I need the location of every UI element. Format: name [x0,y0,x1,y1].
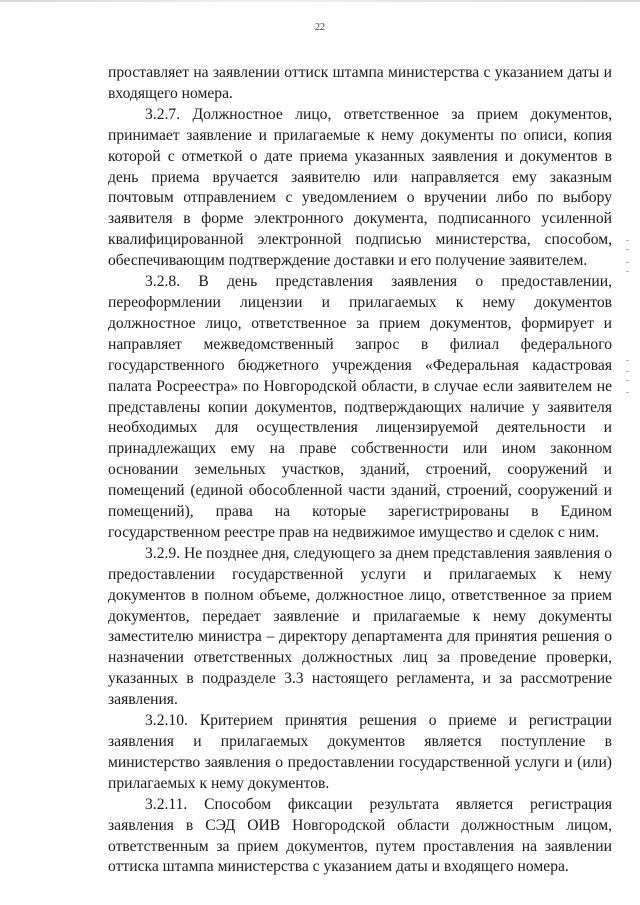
paragraph-3-2-7: 3.2.7. Должностное лицо, ответственное за прием документов, принимает заявление и прилагаемые к нему документы по описи, копия которой с отметкой о дате приема указанных заявления и документов в день приема вручается заявителю или направляется ему заказным почтовым отправлением с уведомлением о вручении либо по выбору заявителя в форме электронного документа, подписанного усиленной квалифицированной электронной подписью министерства, способом, обеспечивающим подтверждение доставки и его получение заявителем. [108,105,612,270]
paragraph-3-2-11: 3.2.11. Способом фиксации результата является регистрация заявления в СЭД ОИВ Новгородской области должностным лицом, ответственным за прием документов, путем проставления на заявлении оттиска штампа министерства с указанием даты и входящего номера. [108,795,612,876]
page-number: 22 [315,22,325,33]
paragraph-continuation: проставляет на заявлении оттиск штампа министерства с указанием даты и входящего номера. [108,64,612,102]
scan-top-edge [0,0,640,2]
paragraph-3-2-8: 3.2.8. В день представления заявления о предоставлении, переоформлении лицензии и прилагаемых к нему документов должностное лицо, ответственное за прием документов, формирует и направляет межведомственный запрос в филиал федерального государственного бюджетного учреждения «Федеральная кадастровая палата Росреестра» по Новгородской области, в случае если заявителем не представлены копии документов, подтверждающих наличие у заявителя необходимых для осуществления лицензируемой деятельности и принадлежащих ему на праве собственности или ином законном основании земельных участков, зданий, строений, сооружений и помещений (единой обособленной части зданий, строений, сооружений и помещений), права на которые зарегистрированы в Едином государственном реестре прав на недвижимое имущество и сделок с ним. [108,273,612,541]
paragraph-3-2-10: 3.2.10. Критерием принятия решения о приеме и регистрации заявления и прилагаемых документов является поступление в министерство заявления о предоставлении государственной услуги и (или) прилагаемых к нему документов. [108,712,612,792]
paragraph-3-2-9: 3.2.9. Не позднее дня, следующего за днем представления заявления о предоставлении государственной услуги и прилагаемых к нему документов в полном объеме, должностное лицо, ответственное за прием документов, передает заявление и прилагаемые к нему документы заместителю министра – директору департамента для принятия решения о назначении ответственных должностных лиц за проведение проверки, указанных в подразделе 3.3 настоящего регламента, и за рассмотрение заявления. [108,544,612,709]
scan-margin-specks [626,240,632,560]
document-body [108,63,612,878]
